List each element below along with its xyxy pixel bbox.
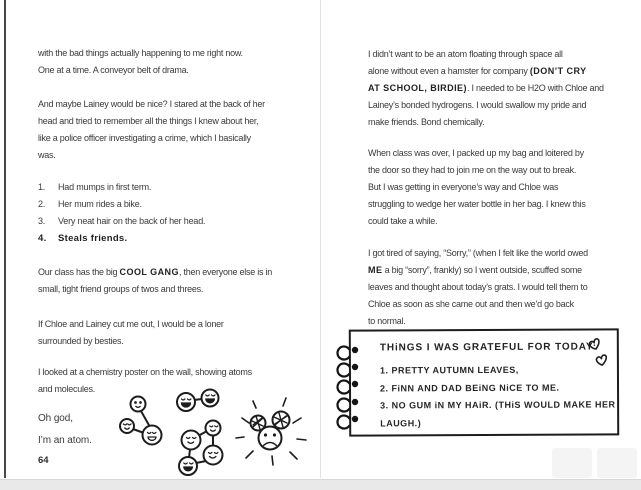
happy-three-atom-molecule-icon bbox=[120, 397, 162, 445]
text-line: head and tried to remember all the things I knew about her, bbox=[38, 116, 259, 126]
text-line: LAUGH.) bbox=[380, 417, 422, 428]
text-line: 3. NO GUM iN MY HAiR. (THiS WOULD MAKE HER bbox=[380, 399, 616, 411]
paragraph bbox=[38, 45, 243, 79]
list-item bbox=[38, 179, 205, 196]
text-line: and molecules. bbox=[38, 384, 96, 394]
text-line: When class was over, I packed up my bag and loitered by bbox=[368, 148, 584, 158]
text-line: Chloe as soon as she came out and then we’d go back bbox=[368, 299, 574, 309]
text-line: leaves and thought about today’s grats. I would tell them to bbox=[368, 282, 588, 292]
list-text: Her mum rides a bike. bbox=[58, 199, 142, 209]
list-text: Very neat hair on the back of her head. bbox=[58, 216, 206, 226]
text-line: ME a big “sorry”, frankly) so I went outside, scuffed some bbox=[368, 265, 582, 275]
gratitude-title: THiNGS I WAS GRATEFUL FOR TODAY: bbox=[379, 341, 598, 354]
list-item-emphasized bbox=[38, 230, 205, 248]
paragraph bbox=[38, 96, 265, 164]
gratitude-note-box bbox=[349, 328, 619, 436]
paragraph bbox=[368, 46, 604, 131]
paragraph bbox=[368, 145, 586, 230]
text-line: I didn’t want to be an atom floating through space all bbox=[368, 49, 563, 59]
text-line: alone without even a hamster for company (DON’T CRY bbox=[368, 66, 587, 76]
page-gutter-line bbox=[320, 0, 321, 478]
text-line: was. bbox=[38, 150, 56, 160]
text-line: could take a while. bbox=[368, 216, 438, 226]
gratitude-list bbox=[380, 361, 616, 432]
numbered-list bbox=[38, 179, 205, 248]
paragraph bbox=[38, 264, 272, 298]
atom-doodles bbox=[110, 385, 320, 489]
text-line: small, tight friend groups of twos and threes. bbox=[38, 284, 204, 294]
paragraph bbox=[38, 316, 224, 350]
text-line: I looked at a chemistry poster on the wall, showing atoms bbox=[38, 367, 252, 377]
sad-lone-atom-icon bbox=[236, 398, 306, 465]
scan-artifact bbox=[552, 448, 592, 478]
text-line: I’m an atom. bbox=[38, 434, 92, 446]
text-line: I got tired of saying, “Sorry,” (when I felt like the world owed bbox=[368, 248, 588, 258]
double-heart-doodle-icon bbox=[586, 336, 620, 374]
paragraph bbox=[368, 245, 588, 330]
scan-edge-shadow bbox=[0, 479, 641, 490]
page-number: 64 bbox=[38, 455, 49, 466]
list-number: 2. bbox=[38, 199, 46, 209]
text-line: like a police officer investigating a crime, which I basically bbox=[38, 133, 251, 143]
text-line: AT SCHOOL, BIRDIE). I needed to be H2O with Chloe and bbox=[368, 83, 604, 93]
text-line: If Chloe and Lainey cut me out, I would be a loner bbox=[38, 319, 224, 329]
list-text: Steals friends. bbox=[58, 233, 128, 244]
text-line: Our class has the big COOL GANG, then everyone else is in bbox=[38, 267, 272, 277]
text-line: make friends. Bond chemically. bbox=[368, 117, 485, 127]
text-line: Oh god, bbox=[38, 413, 73, 424]
scan-artifact bbox=[597, 448, 637, 478]
list-text: Had mumps in first term. bbox=[58, 182, 152, 192]
text-line: Lainey’s bonded hydrogens. I would swallow my pride and bbox=[368, 100, 587, 110]
text-line: 1. PRETTY AUTUMN LEAVES, bbox=[379, 364, 519, 376]
text-line: to normal. bbox=[368, 316, 406, 326]
text-line: with the bad things actually happening to me right now. bbox=[38, 48, 243, 58]
spiral-binding-rings-icon bbox=[334, 336, 364, 436]
paragraph bbox=[38, 408, 92, 451]
list-number: 4. bbox=[38, 233, 47, 244]
list-number: 3. bbox=[38, 216, 46, 226]
text-line: But I was getting in everyone’s way and Chloe was bbox=[368, 182, 559, 192]
page-spine-edge bbox=[4, 0, 6, 478]
happy-four-atom-molecule-icon bbox=[179, 421, 223, 476]
happy-two-atom-molecule-icon bbox=[177, 390, 219, 412]
text-line: struggling to wedge her water bottle in her bag. I knew this bbox=[368, 199, 586, 209]
text-line: One at a time. A conveyor belt of drama. bbox=[38, 65, 189, 75]
list-item bbox=[38, 196, 205, 213]
list-item bbox=[38, 213, 205, 230]
text-line: surrounded by besties. bbox=[38, 336, 124, 346]
list-number: 1. bbox=[38, 182, 46, 192]
text-line: 2. FiNN AND DAD BEiNG NiCE TO ME. bbox=[380, 382, 560, 393]
text-line: And maybe Lainey would be nice? I stared at the back of her bbox=[38, 99, 265, 109]
text-line: the door so they had to join me on the way out to break. bbox=[368, 165, 577, 175]
